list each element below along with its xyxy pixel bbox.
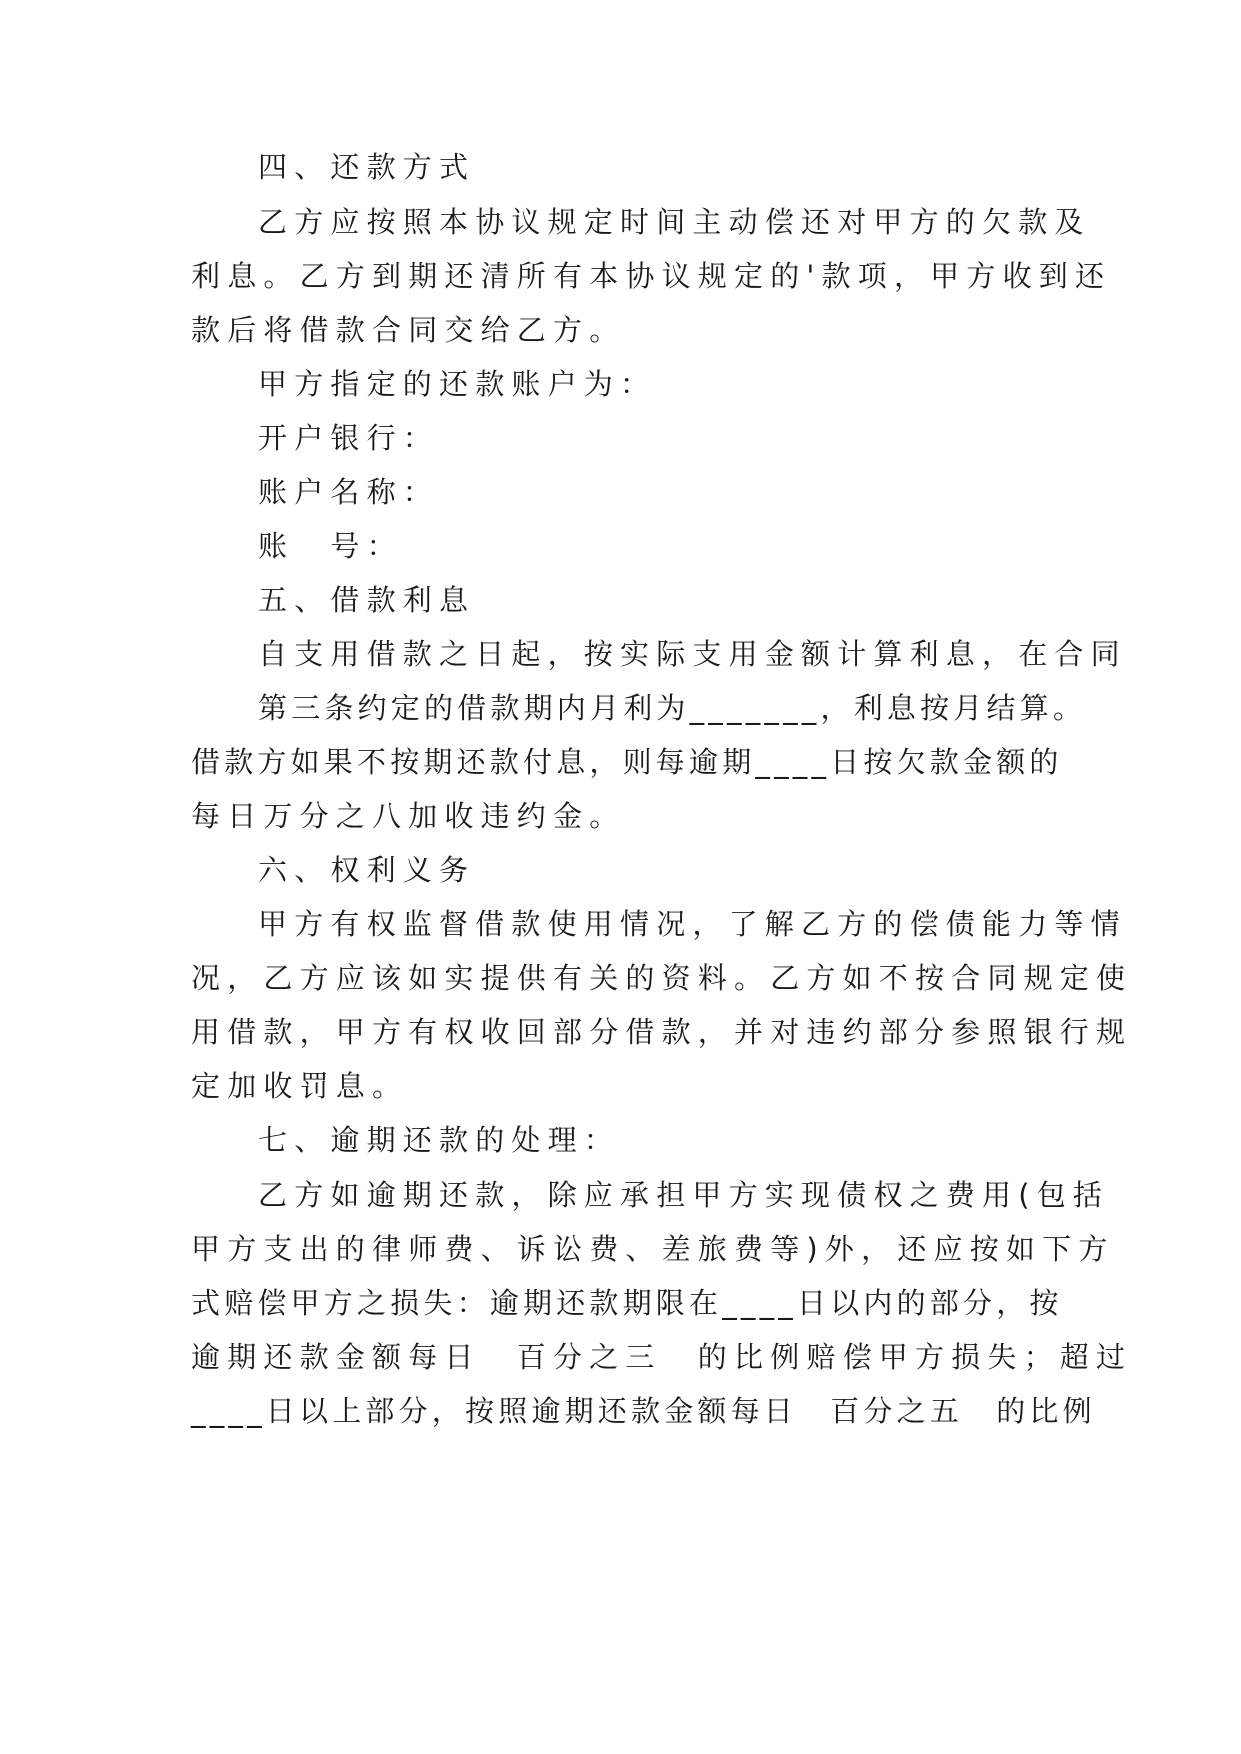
paragraph-line: 自支用借款之日起，按实际支用金额计算利息，在合同: [258, 637, 1127, 671]
section-heading-loan-interest: 五、借款利息: [258, 583, 476, 617]
section-heading-rights-obligations: 六、权利义务: [258, 853, 476, 887]
paragraph-line: 逾期还款金额每日 百分之三 的比例赔偿甲方损失；超过: [191, 1340, 1133, 1374]
paragraph-line: 甲方有权监督借款使用情况，了解乙方的偿债能力等情: [258, 907, 1127, 941]
paragraph-line: 定加收罚息。: [191, 1069, 409, 1103]
section-heading-repayment-method: 四、还款方式: [258, 150, 476, 184]
paragraph-line: 款后将借款合同交给乙方。: [191, 313, 626, 347]
paragraph-line: 乙方如逾期还款，除应承担甲方实现债权之费用(包括: [258, 1178, 1110, 1212]
paragraph-line: 况，乙方应该如实提供有关的资料。乙方如不按合同规定使: [191, 961, 1133, 995]
paragraph-line: 甲方指定的还款账户为：: [258, 367, 657, 401]
paragraph-line: 借款方如果不按期还款付息，则每逾期____日按欠款金额的: [191, 745, 1063, 779]
paragraph-line: 每日万分之八加收违约金。: [191, 799, 626, 833]
account-name-label: 账户名称：: [258, 475, 440, 509]
paragraph-line: 用借款，甲方有权收回部分借款，并对违约部分参照银行规: [191, 1015, 1133, 1049]
paragraph-line: 式赔偿甲方之损失：逾期还款期限在____日以内的部分，按: [191, 1286, 1063, 1320]
paragraph-line: 甲方支出的律师费、诉讼费、差旅费等)外，还应按如下方: [191, 1232, 1115, 1266]
paragraph-line: 乙方应按照本协议规定时间主动偿还对甲方的欠款及: [258, 205, 1091, 239]
paragraph-line: 第三条约定的借款期内月利为_______，利息按月结算。: [258, 691, 1087, 725]
account-number-label: 账 号：: [258, 529, 403, 563]
bank-name-label: 开户银行：: [258, 421, 440, 455]
paragraph-line: ____日以上部分，按照逾期还款金额每日 百分之五 的比例: [191, 1394, 1096, 1428]
paragraph-line: 利息。乙方到期还清所有本协议规定的'款项，甲方收到还: [191, 259, 1112, 293]
section-heading-overdue-handling: 七、逾期还款的处理：: [258, 1123, 621, 1157]
